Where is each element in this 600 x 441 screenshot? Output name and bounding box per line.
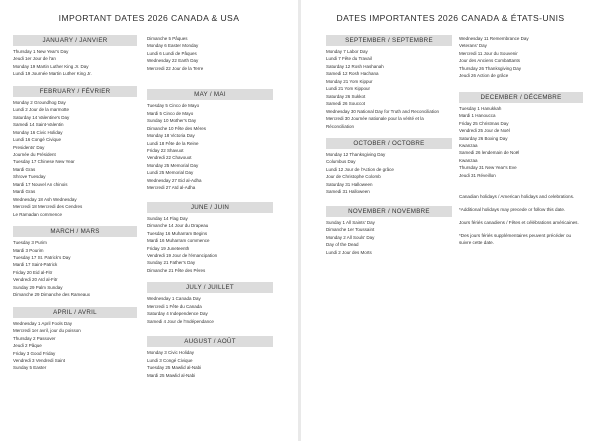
event-item: Lundi 25 Memorial Day — [147, 170, 194, 176]
month-header: NOVEMBER / NOVEMBRE — [326, 206, 452, 217]
event-item: Monday 19 Martin Luther King Jr. Day — [13, 63, 89, 69]
page-title: IMPORTANT DATES 2026 CANADA & USA — [58, 13, 240, 23]
month-header: JUNE / JUIN — [147, 202, 273, 213]
event-item: Vendredi 19 Jour de l'émancipation — [147, 252, 218, 258]
month-july — [147, 282, 273, 325]
event-item: Monday 12 Thanksgiving Day — [326, 151, 386, 157]
event-item: Monday 21 Yom Kippur — [326, 78, 373, 84]
event-item: Mercredi 11 Jour du Souvenir — [459, 50, 518, 56]
event-item: Friday 22 Shavuot — [147, 147, 184, 153]
event-item: Sunday 21 Father's Day — [147, 260, 196, 266]
event-item: Thursday 2 Passover — [13, 335, 56, 341]
event-item: Dimanche 10 Fête des Mères — [147, 125, 207, 131]
event-item: Jeudi 26 Action de grâce — [459, 73, 509, 79]
event-item: Vendredi 22 Chavouot — [147, 155, 192, 161]
event-item: Day of the Dead — [326, 242, 359, 248]
event-item: Mardi 1 Hanoucca — [459, 113, 496, 119]
event-item: Mercredi 27 Aïd al-Adha — [147, 185, 196, 191]
column-left — [326, 35, 452, 264]
event-item: Jour des Anciens Combattants — [459, 58, 521, 64]
legend-note-fr-holidays: Jours fériés canadiens / Fêtes et célébrations américaines. — [459, 220, 579, 226]
event-item: Mardi 16 Muharram commence — [147, 238, 210, 244]
event-item: Wednesday 1 Canada Day — [147, 296, 201, 302]
event-item: Lundi 16 Congé Civique — [13, 137, 62, 143]
event-item: Monday 16 Civic Holiday — [13, 129, 63, 135]
event-item: Friday 20 Eid al-Fitr — [13, 269, 53, 275]
event-item: Samedi 31 Halloween — [326, 189, 370, 195]
event-item: Tuesday 5 Cinco de Mayo — [147, 103, 200, 109]
page-title: DATES IMPORTANTES 2026 CANADA & ÉTATS-UNIS — [336, 13, 565, 23]
legend-notes — [459, 193, 583, 246]
event-item: Lundi 18 Fête de la Reine — [147, 140, 199, 146]
month-august — [147, 336, 273, 379]
event-item: Thursday 1 New Year's Day — [13, 49, 69, 54]
event-item: Sunday 10 Mother's Day — [147, 118, 197, 124]
event-item: Tuesday 17 St. Patrick's Day — [13, 254, 71, 260]
event-item: Lundi 2 Jour de la marmotte — [13, 107, 70, 113]
event-item: Mardi 3 Pourim — [13, 247, 44, 253]
event-item: Le Ramadan commence — [13, 211, 63, 217]
event-item: Monday 18 Victoria Day — [147, 133, 195, 139]
event-item: Saturday 26 Sukkot — [326, 93, 366, 99]
event-item: Kwanzaa — [459, 142, 478, 148]
month-march — [13, 226, 137, 299]
event-item: Saturday 12 Rosh Hashanah — [326, 63, 384, 69]
event-item: Samedi 26 Souccot — [326, 101, 366, 107]
event-item: Mardi 17 Nouvel An chinois — [13, 181, 68, 187]
event-item: Wednesday 11 Remembrance Day — [459, 36, 529, 41]
legend-note-fr-additional: *Des jours fériés supplémentaires peuvent précéder ou suivre cette date. — [459, 233, 572, 246]
event-item: Mardi Gras — [13, 166, 36, 172]
event-item: Tuesday 1 Hanukkah — [459, 105, 502, 111]
month-header: JULY / JUILLET — [147, 282, 273, 293]
event-item: Vendredi 25 Jour de Noël — [459, 128, 510, 134]
event-item: Monday 25 Memorial Day — [147, 162, 199, 168]
month-november-continued — [459, 35, 583, 80]
column-right — [459, 35, 583, 252]
month-header: MARCH / MARS — [13, 226, 137, 237]
event-item: Tuesday 17 Chinese New Year — [13, 159, 75, 165]
event-item: Kwanzaa — [459, 157, 478, 163]
event-item: Columbus Day — [326, 159, 356, 165]
event-item: Saturday 14 Valentine's Day — [13, 114, 70, 120]
month-december — [459, 92, 583, 180]
month-header: FEBRUARY / FÉVRIER — [13, 86, 137, 97]
month-november — [326, 206, 452, 256]
event-item: Sunday 29 Palm Sunday — [13, 284, 63, 290]
event-item: Thursday 31 New Year's Eve — [459, 165, 517, 171]
event-item: Tuesday 16 Muharram Begins — [147, 230, 208, 236]
event-item: Saturday 26 Boxing Day — [459, 135, 508, 141]
event-item: Jeudi 31 Réveillon — [459, 172, 496, 178]
event-item: Journée du Président — [13, 151, 56, 157]
month-header: DECEMBER / DÉCEMBRE — [459, 92, 583, 103]
month-may — [147, 89, 273, 191]
event-item: Monday 6 Easter Monday — [147, 43, 199, 49]
event-item: Sunday 1 All Saints' Day — [326, 219, 375, 225]
month-header: AUGUST / AOÛT — [147, 336, 273, 347]
month-header: JANUARY / JANVIER — [13, 35, 137, 46]
event-item: Samedi 4 Jour de l'Indépendance — [147, 318, 214, 324]
month-january — [13, 35, 137, 78]
event-item: Mardi 25 Mawlid al-Nabi — [147, 372, 196, 378]
event-item: Saturday 4 Independence Day — [147, 311, 208, 317]
column-left — [13, 35, 137, 380]
event-item: Mardi 5 Cinco de Mayo — [147, 110, 194, 116]
month-april-continued — [147, 35, 273, 72]
event-item: Jeudi 1er Jour de l'an — [13, 56, 56, 62]
event-item: Jour de Christophe Colomb — [326, 174, 381, 180]
event-item: Lundi 19 Journée Martin Luther King Jr. — [13, 71, 92, 77]
event-item: Lundi 7 Fête du Travail — [326, 56, 372, 62]
event-item: Lundi 6 Lundi de Pâques — [147, 50, 197, 56]
event-item: Jeudi 2 Pâque — [13, 343, 42, 349]
month-header: OCTOBER / OCTOBRE — [326, 138, 452, 149]
event-item: Réconciliation — [326, 123, 355, 129]
event-item: Vendredi 3 Vendredi Saint — [13, 357, 66, 363]
event-item: Lundi 2 Jour des Morts — [326, 249, 372, 255]
event-item: Monday 2 Groundhog Day — [13, 99, 66, 105]
event-item: Wednesday 30 National Day for Truth and Reconciliation — [326, 108, 439, 114]
event-item: Monday 7 Labor Day — [326, 49, 368, 54]
event-item: Monday 2 All Souls' Day — [326, 234, 375, 240]
page-english — [0, 0, 298, 441]
event-item: Wednesday 1 April Fools Day — [13, 320, 72, 326]
event-item: Wednesday 27 Eid al-Adha — [147, 177, 202, 183]
month-header: APRIL / AVRIL — [13, 307, 137, 318]
event-item: Dimanche 5 Pâques — [147, 36, 188, 41]
month-september — [326, 35, 452, 130]
event-item: Mercredi 18 Mercredi des Cendres — [13, 204, 83, 210]
event-item: Tuesday 3 Purim — [13, 240, 47, 246]
event-item: Wednesday 18 Ash Wednesday — [13, 196, 77, 202]
event-item: Mercredi 1 Fête du Canada — [147, 303, 202, 309]
month-february — [13, 86, 137, 218]
event-item: Mercredi 22 Jour de la Terre — [147, 65, 204, 71]
event-item: Mercredi 30 Journée nationale pour la vérité et la — [326, 116, 424, 122]
event-item: Monday 3 Civic Holiday — [147, 350, 195, 356]
month-april — [13, 307, 137, 372]
legend-note-en-holidays: Canadian holidays / American holidays and celebrations. — [459, 194, 575, 200]
page-french — [301, 0, 600, 441]
event-item: Veterans' Day — [459, 43, 487, 49]
event-item: Vendredi 20 Aïd al-Fitr — [13, 277, 58, 283]
month-header: MAY / MAI — [147, 89, 273, 100]
event-item: Shrove Tuesday — [13, 174, 46, 180]
month-header: SEPTEMBER / SEPTEMBRE — [326, 35, 452, 46]
month-june — [147, 202, 273, 275]
event-item: Lundi 21 Yom Kippour — [326, 86, 371, 92]
event-item: Sunday 14 Flag Day — [147, 215, 188, 221]
column-right — [147, 35, 273, 387]
event-item: Dimanche 29 Dimanche des Rameaux — [13, 292, 91, 298]
month-october — [326, 138, 452, 196]
event-item: Dimanche 14 Jour du Drapeau — [147, 223, 209, 229]
event-item: Lundi 12 Jour de l'Action de grâce — [326, 166, 394, 172]
legend-note-en-additional: *Additional holidays may precede or follow this date. — [459, 207, 566, 213]
event-item: Mardi 17 Saint-Patrick — [13, 262, 58, 268]
event-item: Mardi Gras — [13, 189, 36, 195]
event-item: Sunday 5 Easter — [13, 365, 47, 371]
event-item: Lundi 3 Congé Civique — [147, 357, 193, 363]
event-item: Dimanche 21 Fête des Pères — [147, 267, 206, 273]
event-item: Samedi 12 Rosh Hachana — [326, 71, 379, 77]
event-item: Samedi 14 Saint-Valentin — [13, 122, 64, 128]
event-item: Friday 19 Juneteenth — [147, 245, 190, 251]
event-item: Mercredi 1er avril, jour du poisson — [13, 328, 81, 334]
event-item: Samedi 26 lendemain de Noël — [459, 150, 520, 156]
event-item: Presidents' Day — [13, 144, 45, 150]
event-item: Friday 3 Good Friday — [13, 350, 56, 356]
event-item: Dimanche 1er Toussaint — [326, 227, 375, 233]
event-item: Wednesday 22 Earth Day — [147, 58, 199, 64]
event-item: Friday 25 Christmas Day — [459, 120, 509, 126]
event-item: Saturday 31 Halloween — [326, 181, 373, 187]
event-item: Tuesday 25 Mawlid al-Nabi — [147, 365, 202, 371]
event-item: Thursday 26 Thanksgiving Day — [459, 65, 521, 71]
